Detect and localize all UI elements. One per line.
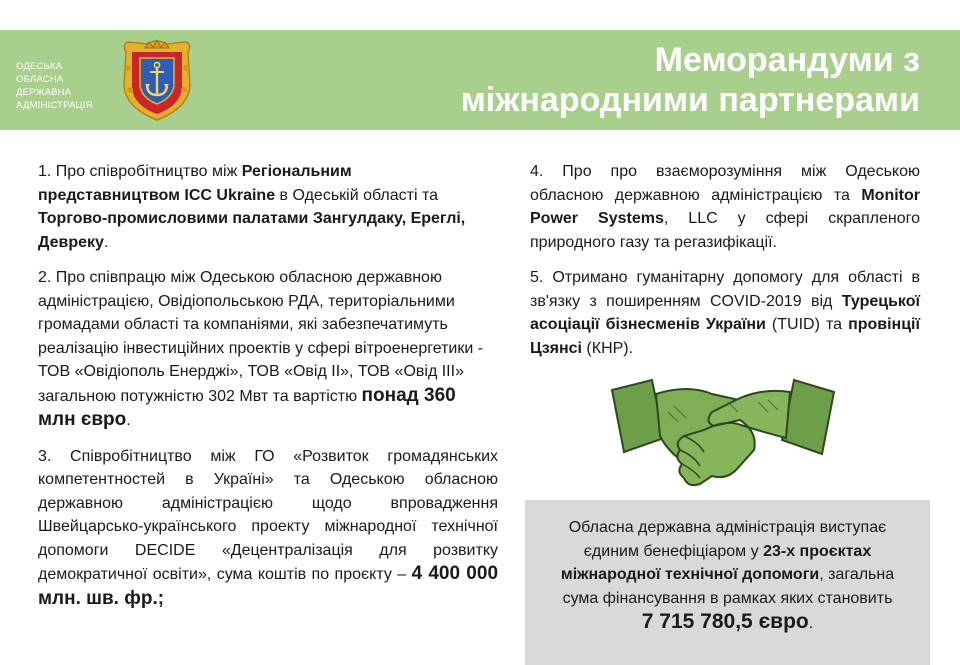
org-line-3: ДЕРЖАВНА [16,87,72,98]
page-title [461,40,920,120]
memo-4-bold: Monitor Power Systems [530,186,920,227]
org-line-1: ОДЕСЬКА [16,61,63,72]
memo-5-bold-b: провінції Цзянсі [530,316,920,357]
summary-text-c: . [808,615,814,632]
memo-2-amount: понад 360 млн євро [38,384,456,430]
title-line-1: Меморандуми з [654,41,920,79]
summary-amount: 7 715 780,5 євро [641,610,809,633]
summary-text [545,516,910,636]
memo-1-bold-a: Регіональним представництвом ICC Ukraine [38,163,352,204]
org-line-4: АДМІНІСТРАЦІЯ [16,100,93,111]
right-column [530,160,920,372]
header-banner [0,30,960,130]
memo-5-text-b: (TUID) та [765,316,849,333]
memo-4-text-a: 4. Про про взаєморозуміння між Одеською обласною державною адміністрацією та [530,163,920,204]
memo-1-text-c: . [103,233,109,251]
summary-box [525,500,930,665]
memo-item-3 [38,445,498,612]
memo-4-text-b: , LLC у сфері скрапленого природного газу та регазифікації. [530,210,920,251]
summary-bold: 23-х проєктах міжнародної технічної допомоги [560,542,872,583]
summary-text-a: Обласна державна адміністрація виступає єдиним бенефіціаром у [568,519,887,560]
memo-3-text-a: 3. Співробітництво між ГО «Розвиток громадянських компетентностей в Україні» та Одеською обласною державною адміністрацією щодо впровадження Швейцарсько-українського проекту міжнародної технічної допомоги DECIDE «Децентралізація для розвитку демократичної освіти», сума коштів по проєкту – [38,447,498,583]
memo-3-amount: 4 400 000 млн. шв. фр.; [38,563,499,609]
title-line-2: міжнародними партнерами [460,81,920,119]
memo-1-bold-b: Торгово-промисловими палатами Зангулдаку, Ереглі, Девреку [38,210,466,251]
org-name [16,60,116,112]
memo-item-5 [530,266,920,360]
memo-1-text-b: в Одеській області та [275,186,439,204]
summary-text-b: , загальна сума фінансування в рамках яких становить [562,566,895,607]
left-column [38,160,498,623]
memo-1-text-a: 1. Про співробітництво між [38,163,242,180]
memo-item-2 [38,266,498,433]
memo-2-text-b: . [126,412,131,429]
memo-item-1 [38,160,498,254]
memo-item-4 [530,160,920,254]
memo-2-text-a: 2. Про співпрацю між Одеською обласною державною адміністрацією, Овідіопольською РДА, територіальними громадами області та компаніями, які забезпечатимуть реалізацію інвестиційних проектів у сфері вітроенергетики - ТОВ «Овідіополь Енерджі», ТОВ «Овід ІІ», ТОВ «Овід ІІІ» загальною потужністю 302 Мвт та вартістю [38,269,484,405]
org-line-2: ОБЛАСНА [16,74,64,85]
memo-5-bold-a: Турецької асоціації бізнесменів України [530,292,920,333]
memo-5-text-c: (КНР). [581,339,634,357]
handshake-icon [608,372,838,496]
coat-of-arms-icon [118,38,196,122]
memo-5-text-a: 5. Отримано гуманітарну допомогу для області в зв'язку з поширенням COVID-2019 від [530,269,920,310]
